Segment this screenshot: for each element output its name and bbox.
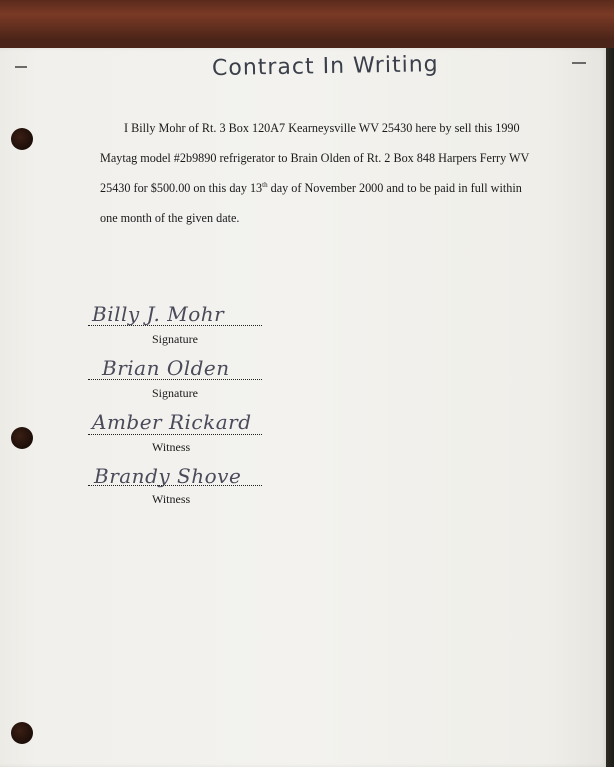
paper-edge-shadow xyxy=(606,48,614,767)
contract-line-1: I Billy Mohr of Rt. 3 Box 120A7 Kearneysville WV 25430 here by sell this 1990 xyxy=(124,121,520,135)
binder-hole-top xyxy=(11,128,33,150)
contract-line-3 xyxy=(100,173,524,203)
corner-mark-left xyxy=(15,66,27,68)
ordinal-suffix: th xyxy=(262,180,268,189)
seller-signature-block xyxy=(88,300,264,350)
witness-1-label: Witness xyxy=(152,440,191,454)
seller-signature-line xyxy=(88,325,262,326)
witness-2-block xyxy=(88,462,264,512)
buyer-handwritten-signature: Brian Olden xyxy=(102,356,230,380)
witness-1-block xyxy=(88,406,264,456)
binder-hole-bottom xyxy=(11,722,33,744)
witness-2-signature-line xyxy=(88,485,262,486)
buyer-signature-block xyxy=(88,354,264,404)
contract-line-3-start: 25430 for $500.00 on this day 13 xyxy=(100,181,263,195)
witness-1-signature-line xyxy=(88,434,262,435)
contract-line-3-end: day of November 2000 and to be paid in full within xyxy=(267,181,522,195)
buyer-signature-line xyxy=(88,379,262,380)
witness-2-handwritten-signature: Brandy Shove xyxy=(94,464,242,488)
contract-title: Contract In Writing xyxy=(211,52,439,82)
contract-body xyxy=(100,113,530,233)
contract-line-2: Maytag model #2b9890 refrigerator to Brain Olden of Rt. 2 Box 848 Harpers Ferry WV xyxy=(100,151,530,165)
witness-1-handwritten-signature: Amber Rickard xyxy=(92,410,252,434)
binder-hole-middle xyxy=(11,427,33,449)
contract-line-4: one month of the given date. xyxy=(100,211,240,225)
corner-mark-right xyxy=(572,62,586,64)
witness-2-label: Witness xyxy=(152,492,191,506)
seller-handwritten-signature: Billy J. Mohr xyxy=(92,302,225,326)
seller-signature-label: Signature xyxy=(152,332,198,346)
buyer-signature-label: Signature xyxy=(152,386,198,400)
